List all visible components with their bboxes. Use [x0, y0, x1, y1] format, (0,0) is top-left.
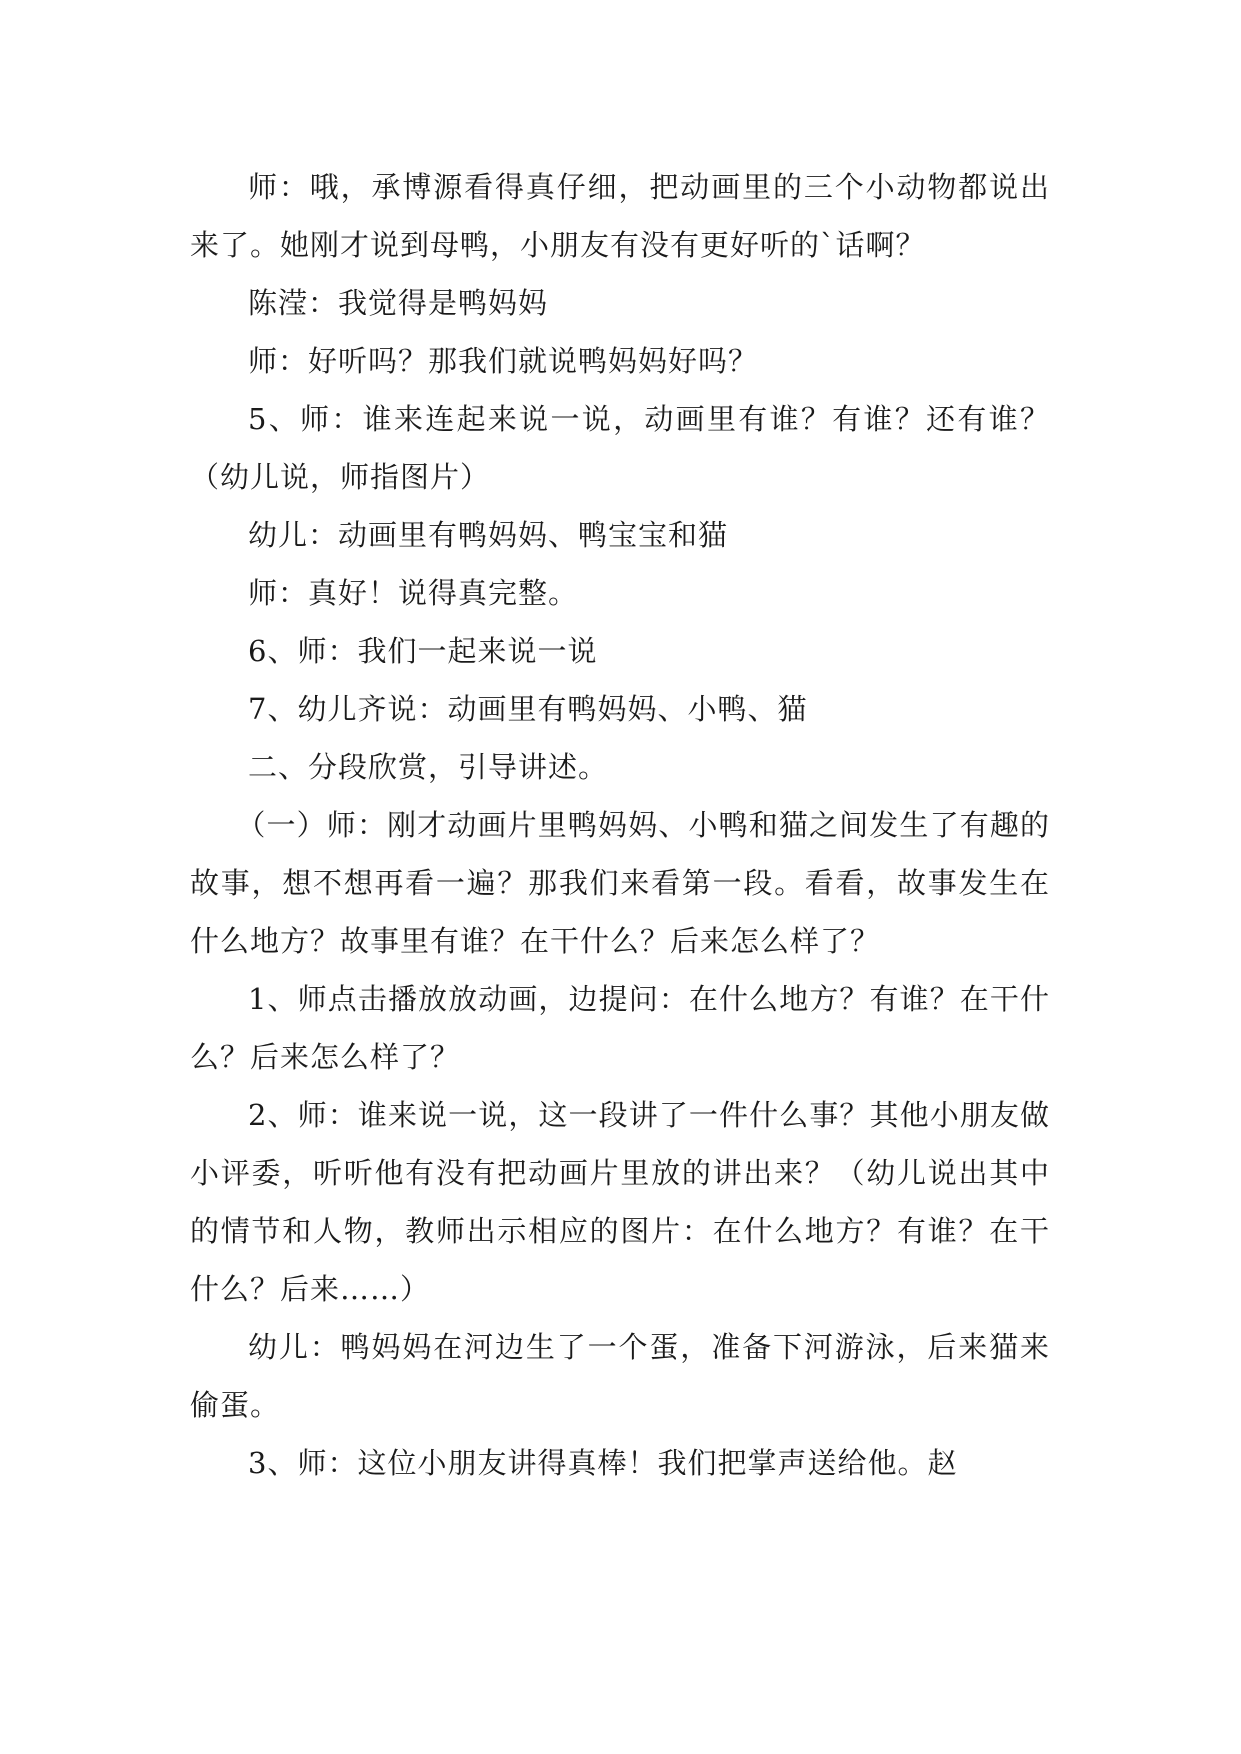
paragraph: 7、幼儿齐说：动画里有鸭妈妈、小鸭、猫: [248, 692, 808, 726]
paragraph: （一）师：刚才动画片里鸭妈妈、小鸭和猫之间发生了有趣的故事，想不想再看一遍？那我们来看第一段。看看，故事发生在什么地方？故事里有谁？在干什么？后来怎么样了？: [190, 808, 1050, 958]
paragraph: 师：真好！说得真完整。: [248, 576, 579, 610]
paragraph: 幼儿：动画里有鸭妈妈、鸭宝宝和猫: [248, 518, 729, 552]
paragraph: 陈滢：我觉得是鸭妈妈: [248, 286, 549, 320]
paragraph: 1、师点击播放放动画，边提问：在什么地方？有谁？在干什么？后来怎么样了？: [190, 982, 1050, 1074]
paragraph: 师：哦，承博源看得真仔细，把动画里的三个小动物都说出来了。她刚才说到母鸭，小朋友有没有更好听的`话啊？: [190, 170, 1050, 262]
paragraph: 6、师：我们一起来说一说: [248, 634, 598, 668]
document-body: [190, 158, 1050, 1492]
paragraph: 2、师：谁来说一说，这一段讲了一件什么事？其他小朋友做小评委，听听他有没有把动画片里放的讲出来？（幼儿说出其中的情节和人物，教师出示相应的图片：在什么地方？有谁？在干什么？后来……）: [190, 1098, 1050, 1306]
paragraph: 师：好听吗？那我们就说鸭妈妈好吗？: [248, 344, 759, 378]
paragraph: 3、师：这位小朋友讲得真棒！我们把掌声送给他。赵: [248, 1446, 958, 1480]
section-heading: 二、分段欣赏，引导讲述。: [248, 750, 609, 784]
paragraph: 幼儿：鸭妈妈在河边生了一个蛋，准备下河游泳，后来猫来偷蛋。: [190, 1330, 1050, 1422]
paragraph: 5、师：谁来连起来说一说，动画里有谁？有谁？还有谁？（幼儿说，师指图片）: [190, 402, 1050, 494]
